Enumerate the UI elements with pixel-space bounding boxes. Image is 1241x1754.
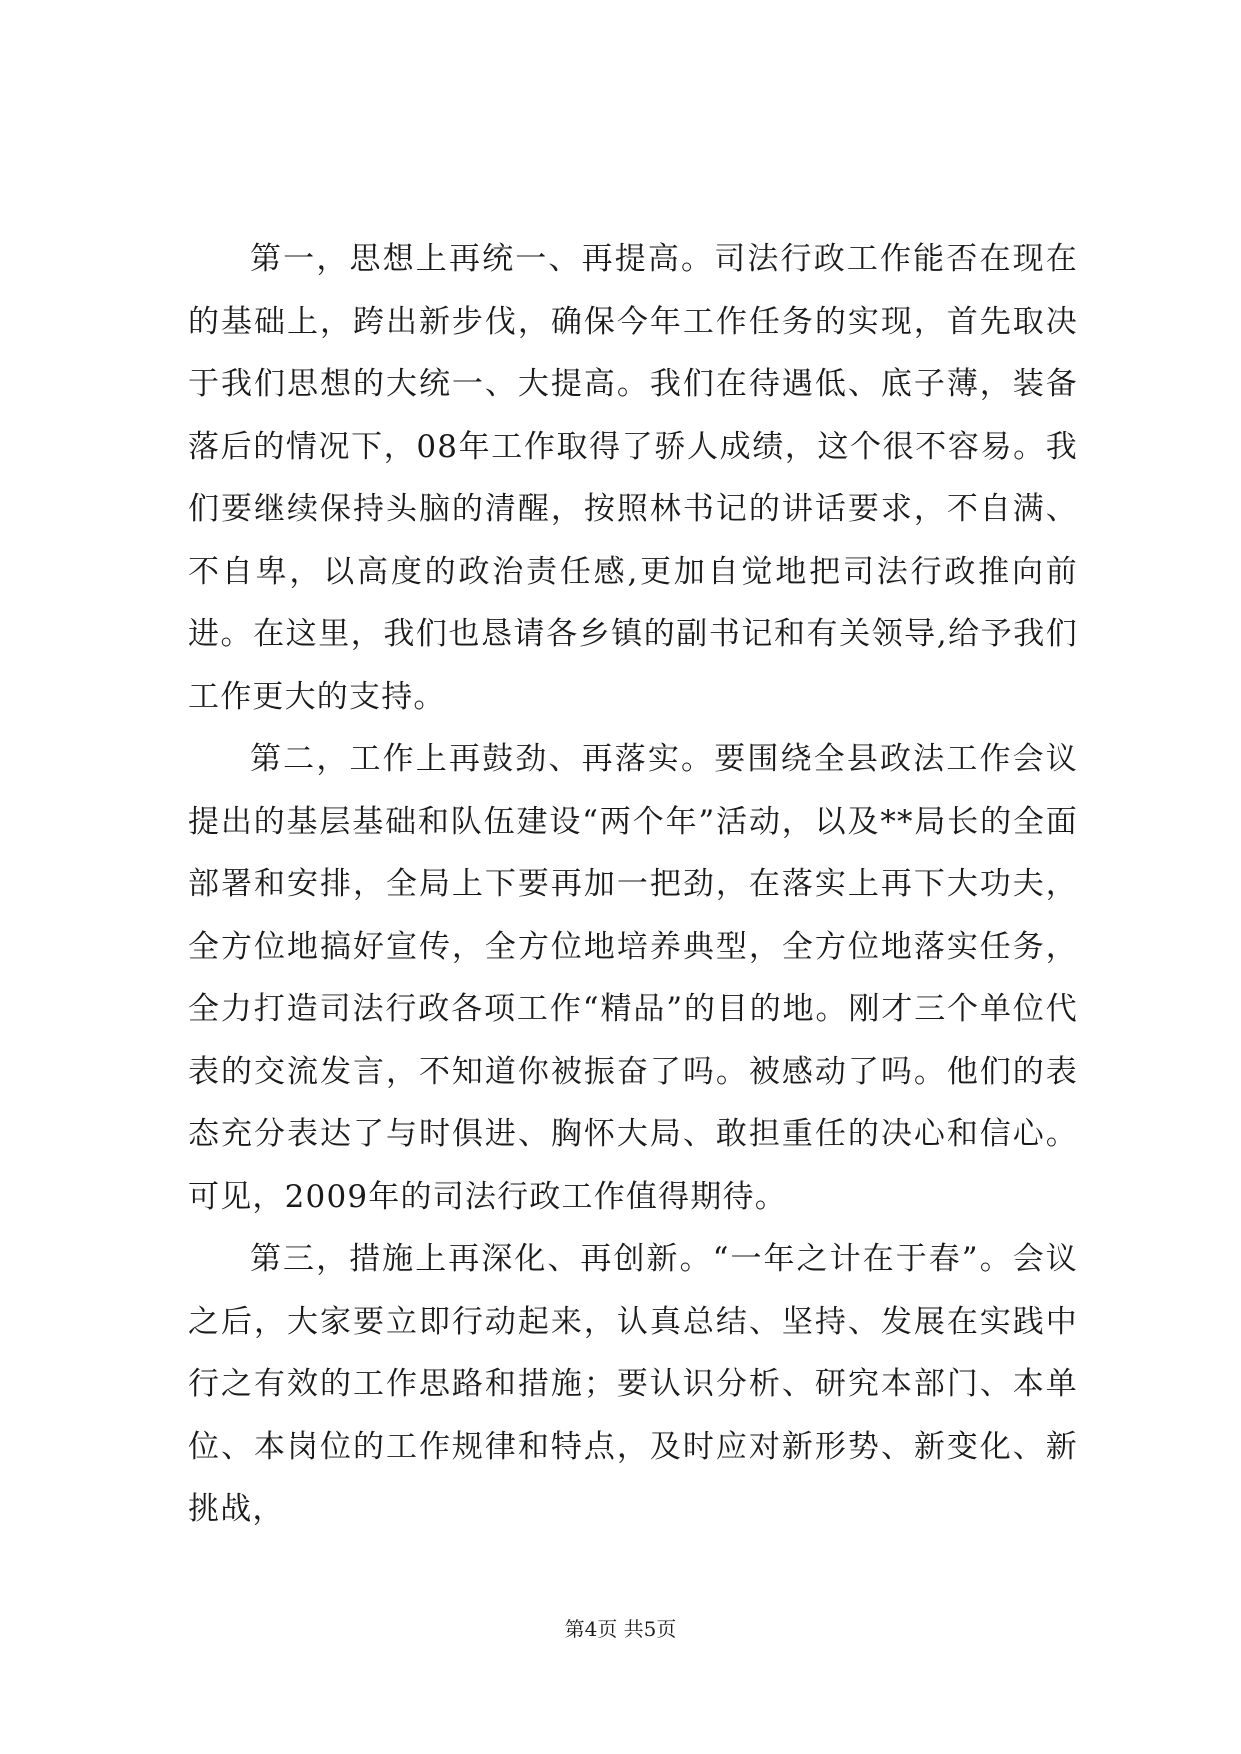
document-body [188, 228, 1078, 1541]
paragraph-1: 第一，思想上再统一、再提高。司法行政工作能否在现在的基础上，跨出新步伐，确保今年工作任务的实现，首先取决于我们思想的大统一、大提高。我们在待遇低、底子薄，装备落后的情况下，08年工作取得了骄人成绩，这个很不容易。我们要继续保持头脑的清醒，按照林书记的讲话要求，不自满、不自卑，以高度的政治责任感,更加自觉地把司法行政推向前进。在这里，我们也恳请各乡镇的副书记和有关领导,给予我们工作更大的支持。 [188, 241, 1078, 715]
paragraph-3: 第三，措施上再深化、再创新。“一年之计在于春”。会议之后，大家要立即行动起来，认真总结、坚持、发展在实践中行之有效的工作思路和措施；要认识分析、研究本部门、本单位、本岗位的工作规律和特点，及时应对新形势、新变化、新挑战， [188, 1241, 1078, 1527]
paragraph-2: 第二，工作上再鼓劲、再落实。要围绕全县政法工作会议提出的基层基础和队伍建设“两个年”活动，以及**局长的全面部署和安排，全局上下要再加一把劲，在落实上再下大功夫，全方位地搞好宣传，全方位地培养典型，全方位地落实任务，全力打造司法行政各项工作“精品”的目的地。刚才三个单位代表的交流发言，不知道你被振奋了吗。被感动了吗。他们的表态充分表达了与时俱进、胸怀大局、敢担重任的决心和信心。可见，2009年的司法行政工作值得期待。 [188, 741, 1078, 1215]
page-number-footer: 第4页 共5页 [564, 1617, 677, 1641]
